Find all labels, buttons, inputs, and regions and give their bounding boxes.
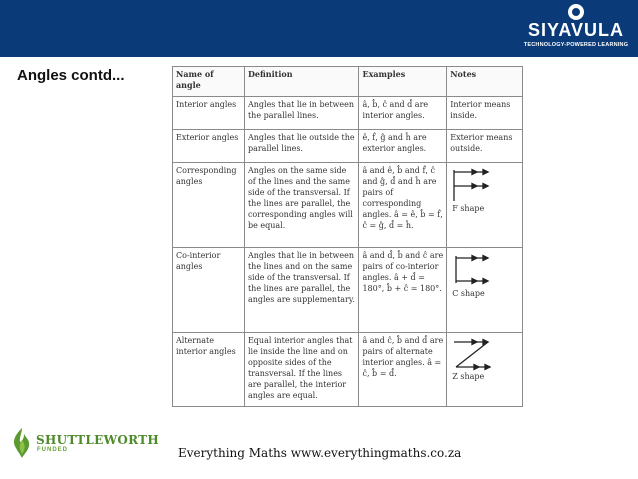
cell-notes: Exterior means outside. <box>447 130 523 163</box>
header-notes: Notes <box>447 67 523 97</box>
cell-examples: ê, f̂, ĝ and ĥ are exterior angles. <box>359 130 447 163</box>
cell-examples: â and ê, b̂ and f̂, ĉ and ĝ, d̂ and ĥ are pairs of corresponding angles. â = ê, b̂ = f̂, ĉ = ĝ, d̂ = ĥ. <box>359 163 447 248</box>
logo-name: SIYAVULA <box>527 20 625 40</box>
cell-definition: Equal interior angles that lie inside the line and on opposite sides of the transversal. If the lines are parallel, the interior angles are equal. <box>244 333 359 407</box>
header-examples: Examples <box>359 67 447 97</box>
table-row <box>173 130 523 163</box>
cell-definition: Angles that lie in between the lines and on the same side of the transversal. If the lines are parallel, the angles are supplementary. <box>244 248 359 333</box>
footer-text: Everything Maths www.everythingmaths.co.za <box>178 446 462 460</box>
z-shape-label: Z shape <box>452 372 485 381</box>
cell-name: Corresponding angles <box>173 163 245 248</box>
table-row <box>173 97 523 130</box>
siyavula-logo-icon <box>568 4 584 20</box>
c-shape-icon <box>450 252 494 288</box>
f-shape-icon <box>450 167 494 203</box>
sponsor-name: SHUTTLEWORTH <box>36 433 160 447</box>
cell-notes: Interior means inside. <box>447 97 523 130</box>
cell-examples: â, b̂, ĉ and d̂ are interior angles. <box>359 97 447 130</box>
header-bar <box>0 0 638 57</box>
cell-definition: Angles on the same side of the lines and the same side of the transversal. If the lines are parallel, the corresponding angles will be equal. <box>244 163 359 248</box>
cell-notes <box>447 163 523 248</box>
table-row <box>173 248 523 333</box>
header-definition: Definition <box>244 67 359 97</box>
cell-definition: Angles that lie outside the parallel lines. <box>244 130 359 163</box>
cell-name: Exterior angles <box>173 130 245 163</box>
sponsor-sub: FUNDED <box>37 447 68 453</box>
siyavula-logo <box>520 4 632 54</box>
c-shape-label: C shape <box>452 289 485 298</box>
flame-icon <box>10 426 34 460</box>
cell-examples: â and d̂, b̂ and ĉ are pairs of co-interior angles. â + d̂ = 180°, b̂ + ĉ = 180°. <box>359 248 447 333</box>
cell-notes <box>447 333 523 407</box>
header-name: Name of angle <box>173 67 245 97</box>
z-shape-icon <box>450 337 494 371</box>
cell-examples: â and ĉ, b̂ and d̂ are pairs of alternate interior angles. â = ĉ, b̂ = d̂. <box>359 333 447 407</box>
cell-definition: Angles that lie in between the parallel lines. <box>244 97 359 130</box>
cell-name: Co-interior angles <box>173 248 245 333</box>
cell-name: Alternate interior angles <box>173 333 245 407</box>
angles-table <box>172 66 523 407</box>
table-row <box>173 333 523 407</box>
logo-tagline: TECHNOLOGY-POWERED LEARNING <box>523 42 629 48</box>
shuttleworth-logo <box>10 426 160 460</box>
f-shape-label: F shape <box>452 204 485 213</box>
table-header-row <box>173 67 523 97</box>
cell-name: Interior angles <box>173 97 245 130</box>
slide-title: Angles contd... <box>17 67 125 84</box>
table-row <box>173 163 523 248</box>
cell-notes <box>447 248 523 333</box>
